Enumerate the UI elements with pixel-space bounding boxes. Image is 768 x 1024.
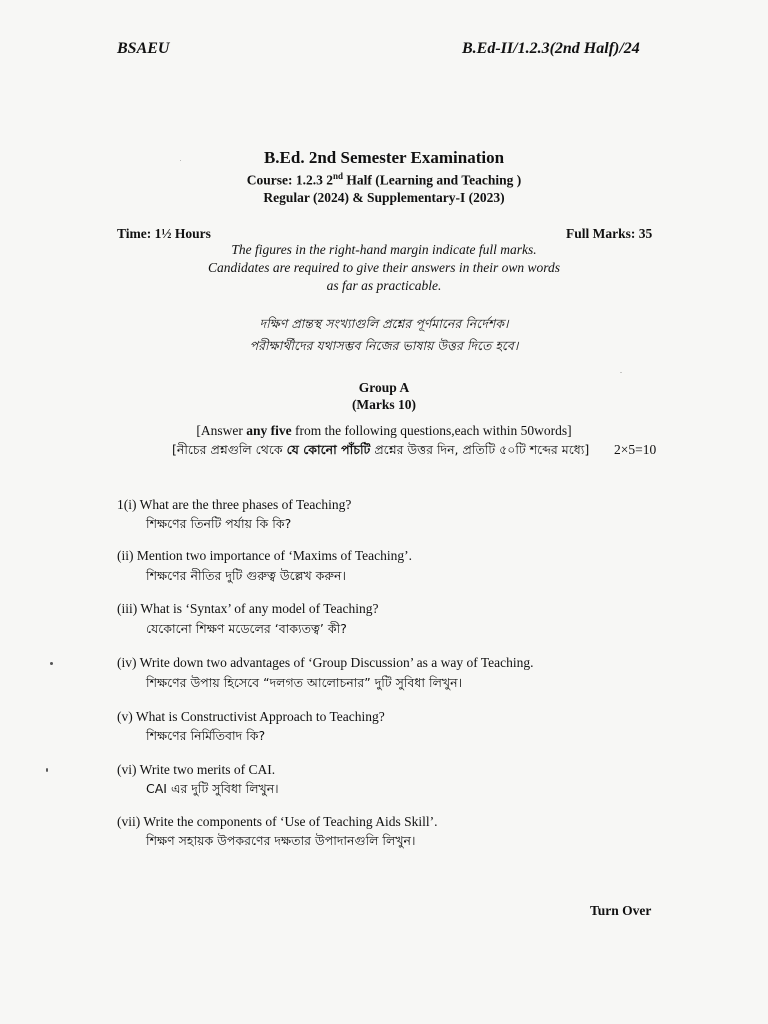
question-en: (iii) What is ‘Syntax’ of any model of Teaching? [117, 601, 379, 616]
question-en: (vii) Write the components of ‘Use of Teaching Aids Skill’. [117, 814, 438, 829]
answer-bn-bold: যে কোনো পাঁচটি [286, 442, 371, 457]
instruction-en-3: as far as practicable. [326, 278, 442, 293]
course-pre: Course: 1.2.3 2 [246, 172, 334, 188]
question-bn: শিক্ষণের নীতির দুটি গুরুত্ব উল্লেখ করুন। [146, 568, 346, 583]
full-marks: Full Marks: 35 [566, 226, 653, 241]
turn-over: Turn Over [590, 903, 652, 918]
answer-post: from the following questions,each within 50words] [291, 423, 572, 438]
instruction-en-2: Candidates are required to give their answers in their own words [208, 260, 560, 275]
group-marks: (Marks 10) [351, 397, 417, 412]
scan-speck [50, 662, 53, 665]
question-bn: শিক্ষণের নির্মিতিবাদ কি? [146, 728, 266, 743]
course-line [0, 171, 768, 189]
time-allowed: Time: 1½ Hours [117, 226, 211, 241]
question-en: (iv) Write down two advantages of ‘Group Discussion’ as a way of Teaching. [117, 655, 534, 670]
answer-bold: any five [246, 423, 292, 438]
answer-pre: [Answer [196, 423, 247, 438]
header-left: BSAEU [117, 40, 170, 57]
question-en: (vi) Write two merits of CAI. [117, 762, 276, 777]
answer-instruction-bn [172, 442, 589, 462]
scan-speck [46, 768, 48, 772]
group-name: Group A [358, 380, 410, 395]
question-bn: শিক্ষণের তিনটি পর্যায় কি কি? [146, 516, 292, 531]
question-bn: শিক্ষণ সহায়ক উপকরণের দক্ষতার উপাদানগুলি লিখুন। [146, 833, 416, 848]
question-en: (v) What is Constructivist Approach to Teaching? [117, 709, 385, 724]
question-bn: শিক্ষণের উপায় হিসেবে “দলগত আলোচনার” দুটি সুবিধা লিখুন। [146, 675, 463, 690]
question-en: (ii) Mention two importance of ‘Maxims of Teaching’. [117, 548, 412, 563]
answer-bn-pre: [নীচের প্রশ্নগুলি থেকে [172, 442, 287, 457]
scan-speck [620, 372, 622, 373]
course-sup: nd [333, 171, 344, 181]
instruction-en-1: The figures in the right-hand margin indicate full marks. [231, 242, 537, 257]
marks-scheme: 2×5=10 [614, 442, 657, 457]
question-bn: যেকোনো শিক্ষণ মডেলের ‘বাক্যতত্ব’ কী? [146, 621, 347, 636]
session-line: Regular (2024) & Supplementary-I (2023) [263, 190, 505, 205]
instruction-bn-1: দক্ষিণ প্রান্তস্থ সংখ্যাগুলি প্রশ্নের পূর্ণমানের নির্দেশক। [259, 316, 509, 331]
exam-title: B.Ed. 2nd Semester Examination [263, 148, 505, 167]
answer-bn-post: প্রশ্নের উত্তর দিন, প্রতিটি ৫০টি শব্দের মধ্যে] [370, 442, 590, 457]
question-en: 1(i) What are the three phases of Teaching? [117, 497, 352, 512]
answer-instruction-en [0, 423, 768, 439]
header-right: B.Ed-II/1.2.3(2nd Half)/24 [462, 40, 640, 57]
instruction-bn-2: পরীক্ষার্থীদের যথাসম্ভব নিজের ভাষায় উত্তর দিতে হবে। [249, 338, 519, 353]
question-bn: CAI এর দুটি সুবিধা লিখুন। [146, 781, 279, 796]
course-post: Half (Learning and Teaching ) [343, 172, 522, 188]
